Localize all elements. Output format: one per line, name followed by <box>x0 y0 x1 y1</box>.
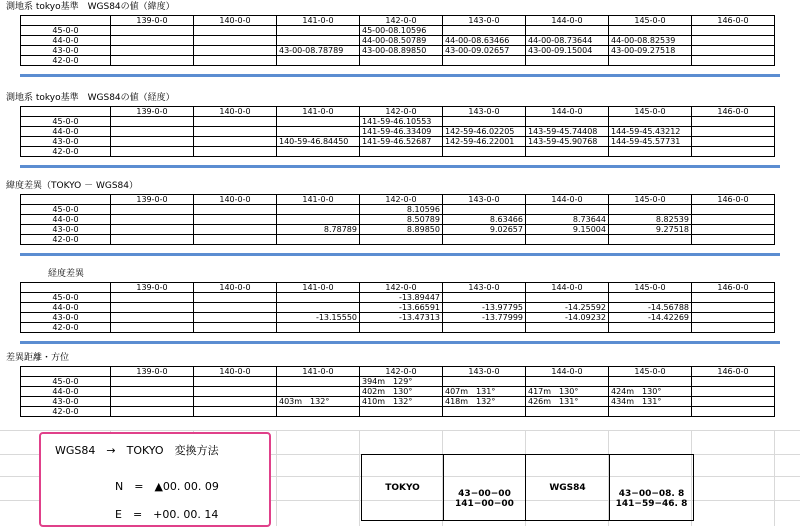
column-header: 143-0-0 <box>443 16 526 26</box>
column-header <box>21 283 111 293</box>
table-row <box>21 407 775 417</box>
table-cell <box>194 137 277 147</box>
table-cell <box>609 117 692 127</box>
table-cell <box>277 26 360 36</box>
table-cell: 43-00-09.02657 <box>443 46 526 56</box>
table-cell <box>277 377 360 387</box>
table-cell <box>277 387 360 397</box>
table-cell <box>111 225 194 235</box>
table-cell <box>692 225 775 235</box>
table-cell <box>692 397 775 407</box>
table-cell: 143-59-45.74408 <box>526 127 609 137</box>
method-n-line: N = ▲00. 00. 09 <box>115 480 219 493</box>
table-cell <box>692 147 775 157</box>
table-cell <box>194 313 277 323</box>
row-label: 42-0-0 <box>21 56 111 66</box>
table-cell <box>526 235 609 245</box>
table-cell <box>692 46 775 56</box>
table-cell <box>111 147 194 157</box>
table-cell: 144-59-45.57731 <box>609 137 692 147</box>
table-cell: 144-59-45.43212 <box>609 127 692 137</box>
table-cell <box>194 293 277 303</box>
table-cell <box>609 377 692 387</box>
table-row <box>21 36 775 46</box>
table-cell <box>609 147 692 157</box>
column-header: 145-0-0 <box>609 107 692 117</box>
table-cell <box>526 205 609 215</box>
table-cell: 8.82539 <box>609 215 692 225</box>
table-cell: -13.89447 <box>360 293 443 303</box>
column-header: 139-0-0 <box>111 107 194 117</box>
table-cell <box>111 313 194 323</box>
table-cell <box>443 377 526 387</box>
table-cell: 8.78789 <box>277 225 360 235</box>
table-cell <box>692 293 775 303</box>
table-cell <box>609 407 692 417</box>
table-cell <box>443 407 526 417</box>
table-row <box>21 313 775 323</box>
column-header <box>21 16 111 26</box>
table-cell: 9.15004 <box>526 225 609 235</box>
table-cell <box>194 56 277 66</box>
table-cell: 43-00-08.89850 <box>360 46 443 56</box>
row-label: 44-0-0 <box>21 215 111 225</box>
row-label: 44-0-0 <box>21 303 111 313</box>
row-label: 43-0-0 <box>21 137 111 147</box>
table-cell: 8.73644 <box>526 215 609 225</box>
table-row <box>21 303 775 313</box>
table-cell <box>111 26 194 36</box>
column-header: 139-0-0 <box>111 283 194 293</box>
table-row <box>21 397 775 407</box>
section-title: 測地系 tokyo基準 WGS84の値（経度） <box>6 93 175 103</box>
column-header: 140-0-0 <box>194 283 277 293</box>
table-cell: 44-00-08.73644 <box>526 36 609 46</box>
table-cell <box>277 205 360 215</box>
table-cell: 426m 131° <box>526 397 609 407</box>
table-cell <box>194 26 277 36</box>
section-divider <box>20 341 780 344</box>
table-cell: -14.42269 <box>609 313 692 323</box>
table-cell: 142-59-46.02205 <box>443 127 526 137</box>
table-cell <box>609 205 692 215</box>
table-row <box>21 56 775 66</box>
table-cell <box>194 377 277 387</box>
table-cell <box>194 147 277 157</box>
table-cell: 9.27518 <box>609 225 692 235</box>
table-cell <box>111 205 194 215</box>
column-header: 140-0-0 <box>194 367 277 377</box>
column-header: 146-0-0 <box>692 107 775 117</box>
section-title: 差異距離・方位 <box>6 353 70 363</box>
table-cell <box>692 313 775 323</box>
table-cell: 44-00-08.82539 <box>609 36 692 46</box>
table-row <box>21 46 775 56</box>
table-cell <box>111 235 194 245</box>
row-label: 43-0-0 <box>21 397 111 407</box>
table-cell <box>360 147 443 157</box>
table-row <box>21 377 775 387</box>
row-label: 45-0-0 <box>21 117 111 127</box>
method-title: WGS84 → TOKYO 変換方法 <box>55 444 219 457</box>
table-cell: 407m 131° <box>443 387 526 397</box>
wgs84-label: WGS84 <box>526 455 610 521</box>
table-row <box>21 293 775 303</box>
table-cell: -13.77999 <box>443 313 526 323</box>
table-cell <box>609 323 692 333</box>
column-header: 139-0-0 <box>111 195 194 205</box>
table-cell <box>526 407 609 417</box>
column-header: 143-0-0 <box>443 107 526 117</box>
row-label: 43-0-0 <box>21 313 111 323</box>
table-cell <box>111 407 194 417</box>
table-cell <box>360 56 443 66</box>
row-label: 45-0-0 <box>21 26 111 36</box>
row-label: 43-0-0 <box>21 225 111 235</box>
table-cell <box>526 117 609 127</box>
row-label: 44-0-0 <box>21 127 111 137</box>
table-cell: 45-00-08.10596 <box>360 26 443 36</box>
table-row <box>21 215 775 225</box>
section-divider <box>20 165 780 168</box>
table-cell: 141-59-46.52687 <box>360 137 443 147</box>
table-cell <box>609 56 692 66</box>
column-header: 141-0-0 <box>277 367 360 377</box>
row-label: 45-0-0 <box>21 377 111 387</box>
column-header: 140-0-0 <box>194 107 277 117</box>
data-table <box>20 15 775 66</box>
table-cell <box>111 303 194 313</box>
row-label: 45-0-0 <box>21 205 111 215</box>
table-cell <box>277 303 360 313</box>
column-header: 143-0-0 <box>443 283 526 293</box>
table-cell <box>692 36 775 46</box>
table-cell: 403m 132° <box>277 397 360 407</box>
table-cell <box>692 26 775 36</box>
table-row <box>21 127 775 137</box>
table-cell: 140-59-46.84450 <box>277 137 360 147</box>
table-row <box>21 235 775 245</box>
table-cell <box>692 303 775 313</box>
table-cell <box>692 127 775 137</box>
table-row <box>21 387 775 397</box>
table-cell: 417m 130° <box>526 387 609 397</box>
table-cell <box>443 235 526 245</box>
column-header: 145-0-0 <box>609 195 692 205</box>
table-cell <box>277 127 360 137</box>
column-header: 142-0-0 <box>360 16 443 26</box>
row-label: 42-0-0 <box>21 407 111 417</box>
column-header: 142-0-0 <box>360 107 443 117</box>
column-header: 146-0-0 <box>692 16 775 26</box>
sheet-gridline <box>774 430 775 526</box>
table-cell <box>194 397 277 407</box>
table-cell <box>277 36 360 46</box>
table-cell <box>692 137 775 147</box>
table-cell: -13.97795 <box>443 303 526 313</box>
table-cell <box>443 26 526 36</box>
table-cell: -13.15550 <box>277 313 360 323</box>
table-cell: 9.02657 <box>443 225 526 235</box>
table-cell <box>111 397 194 407</box>
column-header <box>21 195 111 205</box>
table-cell: 143-59-45.90768 <box>526 137 609 147</box>
table-cell <box>692 377 775 387</box>
method-e-line: E = +00. 00. 14 <box>115 508 219 521</box>
table-cell <box>609 235 692 245</box>
table-cell <box>277 215 360 225</box>
section-title: 緯度差異（TOKYO － WGS84） <box>6 181 139 191</box>
column-header: 142-0-0 <box>360 367 443 377</box>
table-cell <box>111 387 194 397</box>
table-cell <box>194 235 277 245</box>
table-cell <box>194 46 277 56</box>
row-label: 42-0-0 <box>21 323 111 333</box>
table-cell: 424m 130° <box>609 387 692 397</box>
row-label: 44-0-0 <box>21 387 111 397</box>
column-header: 140-0-0 <box>194 195 277 205</box>
table-cell <box>194 225 277 235</box>
table-cell <box>443 117 526 127</box>
table-cell <box>692 205 775 215</box>
table-cell: -13.47313 <box>360 313 443 323</box>
column-header <box>21 107 111 117</box>
table-cell <box>526 147 609 157</box>
conversion-example-table <box>361 454 694 521</box>
table-cell <box>277 117 360 127</box>
wgs84-lat: 43−00−08. 8 <box>610 455 694 499</box>
column-header <box>21 367 111 377</box>
column-header: 144-0-0 <box>526 195 609 205</box>
table-cell <box>277 323 360 333</box>
table-cell <box>111 56 194 66</box>
table-cell <box>194 205 277 215</box>
row-label: 42-0-0 <box>21 147 111 157</box>
table-cell: 43-00-08.78789 <box>277 46 360 56</box>
table-cell <box>194 36 277 46</box>
table-cell: 141-59-46.33409 <box>360 127 443 137</box>
table-cell: 43-00-09.15004 <box>526 46 609 56</box>
table-cell <box>111 293 194 303</box>
table-cell <box>111 215 194 225</box>
table-cell: 142-59-46.22001 <box>443 137 526 147</box>
table-cell: 8.50789 <box>360 215 443 225</box>
table-row <box>21 205 775 215</box>
table-cell: 141-59-46.10553 <box>360 117 443 127</box>
table-row <box>21 147 775 157</box>
section-title: 測地系 tokyo基準 WGS84の値（緯度） <box>6 2 175 12</box>
table-cell: -14.25592 <box>526 303 609 313</box>
column-header: 144-0-0 <box>526 107 609 117</box>
table-cell: 410m 132° <box>360 397 443 407</box>
column-header: 142-0-0 <box>360 195 443 205</box>
table-cell <box>692 407 775 417</box>
data-table <box>20 282 775 333</box>
table-cell: 44-00-08.63466 <box>443 36 526 46</box>
table-cell <box>526 26 609 36</box>
table-cell <box>526 56 609 66</box>
row-label: 44-0-0 <box>21 36 111 46</box>
conversion-method-box <box>39 432 271 527</box>
table-cell <box>609 26 692 36</box>
table-cell <box>443 56 526 66</box>
column-header: 141-0-0 <box>277 16 360 26</box>
table-cell <box>526 323 609 333</box>
column-header: 139-0-0 <box>111 367 194 377</box>
section-divider <box>20 253 780 256</box>
tokyo-lat: 43−00−00 <box>444 455 526 499</box>
tokyo-lon: 141−00−00 <box>444 499 526 521</box>
table-cell <box>111 137 194 147</box>
sheet-gridline <box>359 430 360 526</box>
table-cell <box>194 323 277 333</box>
table-cell <box>277 293 360 303</box>
column-header: 145-0-0 <box>609 367 692 377</box>
column-header: 143-0-0 <box>443 367 526 377</box>
sheet-gridline <box>276 430 277 526</box>
table-cell: 8.63466 <box>443 215 526 225</box>
table-cell <box>360 323 443 333</box>
table-cell <box>443 323 526 333</box>
table-cell: 434m 131° <box>609 397 692 407</box>
column-header: 145-0-0 <box>609 16 692 26</box>
table-cell <box>194 303 277 313</box>
column-header: 140-0-0 <box>194 16 277 26</box>
column-header: 141-0-0 <box>277 283 360 293</box>
table-row <box>21 323 775 333</box>
table-cell <box>111 36 194 46</box>
table-cell <box>277 407 360 417</box>
table-cell <box>111 117 194 127</box>
table-cell <box>692 215 775 225</box>
column-header: 144-0-0 <box>526 16 609 26</box>
table-cell <box>360 407 443 417</box>
table-row <box>21 26 775 36</box>
table-cell <box>692 323 775 333</box>
table-row <box>21 117 775 127</box>
table-cell <box>526 377 609 387</box>
column-header: 144-0-0 <box>526 283 609 293</box>
table-cell <box>111 46 194 56</box>
table-cell: -14.56788 <box>609 303 692 313</box>
table-cell: 418m 132° <box>443 397 526 407</box>
column-header: 143-0-0 <box>443 195 526 205</box>
sheet-gridline <box>0 430 800 431</box>
table-cell: -13.66591 <box>360 303 443 313</box>
data-table <box>20 366 775 417</box>
column-header: 141-0-0 <box>277 107 360 117</box>
section-title: 経度差異 <box>48 269 85 279</box>
table-cell: 402m 130° <box>360 387 443 397</box>
table-cell <box>609 293 692 303</box>
row-label: 42-0-0 <box>21 235 111 245</box>
table-cell <box>194 407 277 417</box>
table-cell <box>194 387 277 397</box>
table-cell <box>277 235 360 245</box>
table-row <box>21 225 775 235</box>
column-header: 145-0-0 <box>609 283 692 293</box>
table-cell <box>194 127 277 137</box>
table-cell <box>111 377 194 387</box>
data-table <box>20 194 775 245</box>
column-header: 146-0-0 <box>692 195 775 205</box>
table-row <box>21 137 775 147</box>
column-header: 146-0-0 <box>692 367 775 377</box>
table-cell <box>692 387 775 397</box>
section-divider <box>20 74 780 77</box>
column-header: 144-0-0 <box>526 367 609 377</box>
table-cell <box>277 147 360 157</box>
column-header: 142-0-0 <box>360 283 443 293</box>
table-cell: -14.09232 <box>526 313 609 323</box>
table-cell <box>194 215 277 225</box>
row-label: 43-0-0 <box>21 46 111 56</box>
table-cell <box>692 117 775 127</box>
table-cell <box>360 235 443 245</box>
wgs84-lon: 141−59−46. 8 <box>610 499 694 521</box>
table-cell <box>111 323 194 333</box>
tokyo-label: TOKYO <box>362 455 444 521</box>
table-cell: 394m 129° <box>360 377 443 387</box>
column-header: 139-0-0 <box>111 16 194 26</box>
table-cell: 8.89850 <box>360 225 443 235</box>
column-header: 146-0-0 <box>692 283 775 293</box>
table-cell: 44-00-08.50789 <box>360 36 443 46</box>
table-cell <box>443 205 526 215</box>
table-cell: 43-00-09.27518 <box>609 46 692 56</box>
table-cell <box>277 56 360 66</box>
table-cell <box>526 293 609 303</box>
table-cell <box>692 235 775 245</box>
table-cell <box>443 293 526 303</box>
data-table <box>20 106 775 157</box>
table-cell <box>194 117 277 127</box>
column-header: 141-0-0 <box>277 195 360 205</box>
table-cell <box>692 56 775 66</box>
table-cell <box>111 127 194 137</box>
row-label: 45-0-0 <box>21 293 111 303</box>
table-cell <box>443 147 526 157</box>
table-cell: 8.10596 <box>360 205 443 215</box>
